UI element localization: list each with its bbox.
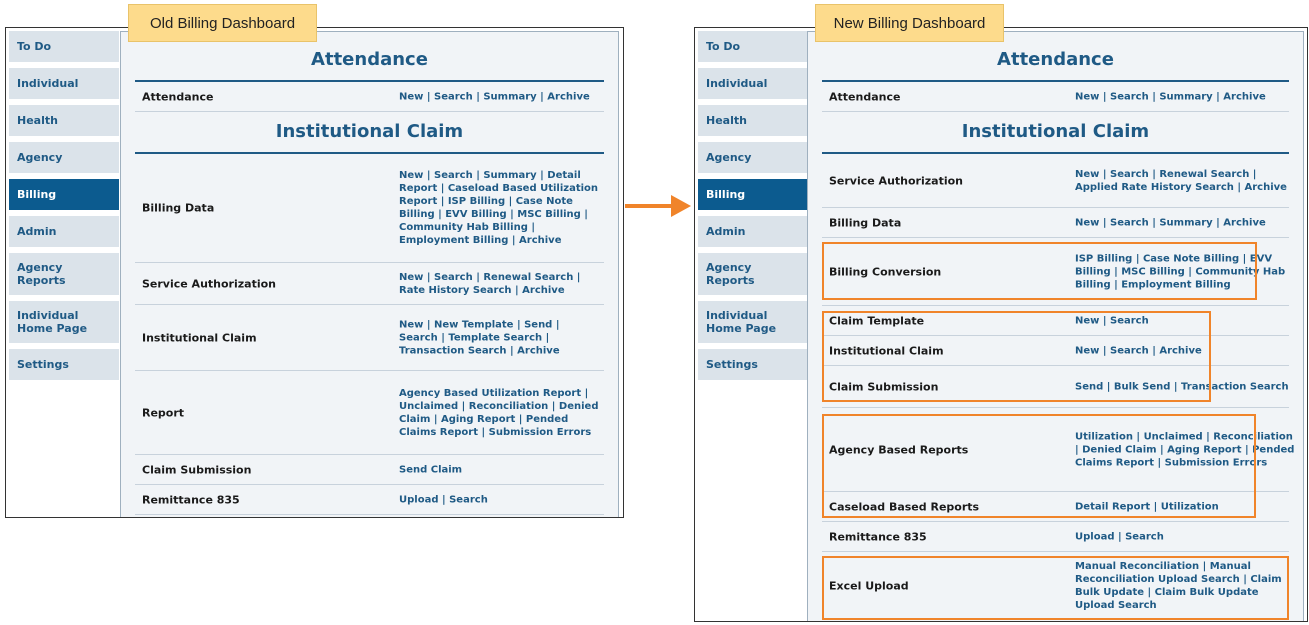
attendance-title: Attendance: [997, 49, 1114, 70]
highlight-reports-group: [822, 414, 1256, 518]
row-label: Claim Submission: [829, 380, 939, 393]
row-label: Institutional Claim: [142, 331, 257, 344]
row-billing-data: [135, 154, 604, 263]
sidebar-nav: [9, 31, 119, 386]
nav-item-settings[interactable]: Settings: [698, 349, 808, 380]
nav-item-billing[interactable]: Billing: [698, 179, 808, 210]
row-links[interactable]: Upload | Search: [399, 494, 488, 505]
row-links[interactable]: Utilization | Unclaimed | Reconciliation | Denied Claim | Aging Report | Pended Claims Report | Submission Errors: [1075, 431, 1295, 468]
row-links[interactable]: New | Search | Summary | Archive: [1075, 91, 1266, 102]
row-claim-submission: [135, 455, 604, 485]
new-billing-dashboard: [694, 27, 1308, 622]
row-links[interactable]: Agency Based Utilization Report | Unclaimed | Reconciliation | Denied Claim | Aging Report | Pended Claims Report | Submission Errors: [399, 387, 599, 438]
row-label: Caseload Based Reports: [829, 500, 980, 513]
nav-item-individual[interactable]: Individual: [698, 68, 808, 99]
row-billing-data: [822, 208, 1289, 238]
institutional-claim-title: Institutional Claim: [961, 121, 1150, 142]
row-label: Remittance 835: [829, 530, 927, 543]
sidebar-nav: [698, 31, 808, 386]
old-dashboard-caption: Old Billing Dashboard: [128, 4, 317, 42]
nav-item-health[interactable]: Health: [9, 105, 119, 136]
row-links[interactable]: New | Search | Summary | Detail Report | Caseload Based Utilization Report | ISP Billing | Case Note Billing | EVV Billing | MSC Billing | Community Hab Billing | Employment Billing | Archive: [399, 170, 599, 246]
nav-item-agency-reports[interactable]: Agency Reports: [9, 253, 119, 295]
row-remittance-835: [822, 522, 1289, 552]
row-label: Billing Conversion: [829, 265, 942, 278]
row-links[interactable]: New | Search: [1075, 315, 1149, 326]
row-label: Service Authorization: [142, 277, 276, 290]
row-report: [135, 371, 604, 455]
row-label: Attendance: [829, 90, 901, 103]
row-links[interactable]: New | Search | Renewal Search | Rate History Search | Archive: [399, 271, 581, 296]
nav-item-agency[interactable]: Agency: [9, 142, 119, 173]
old-billing-dashboard: [5, 27, 624, 518]
row-links[interactable]: Send | Bulk Send | Transaction Search: [1075, 381, 1289, 392]
nav-item-todo[interactable]: To Do: [9, 31, 119, 62]
new-dashboard-caption: New Billing Dashboard: [815, 4, 1004, 42]
row-attendance: [135, 82, 604, 112]
row-links[interactable]: Manual Reconciliation | Manual Reconciliation Upload Search | Claim Bulk Update | Claim Bulk Update Upload Search: [1075, 561, 1282, 611]
row-links[interactable]: New | Search | Renewal Search | Applied Rate History Search | Archive: [1075, 168, 1287, 193]
row-label: Billing Data: [142, 201, 215, 215]
row-label: Excel Upload: [829, 579, 909, 593]
nav-item-health[interactable]: Health: [698, 105, 808, 136]
nav-item-billing[interactable]: Billing: [9, 179, 119, 210]
nav-item-todo[interactable]: To Do: [698, 31, 808, 62]
row-links[interactable]: New | Search | Summary | Archive: [1075, 217, 1266, 228]
row-label: Report: [142, 406, 185, 419]
row-label: Remittance 835: [142, 493, 240, 506]
row-links[interactable]: New | Search | Archive: [1075, 345, 1202, 356]
row-links[interactable]: New | New Template | Send | Search | Template Search | Transaction Search | Archive: [399, 319, 560, 356]
highlight-billing-conversion: [822, 242, 1257, 300]
row-label: Claim Template: [829, 314, 925, 327]
nav-item-agency-reports[interactable]: Agency Reports: [698, 253, 808, 295]
nav-item-admin[interactable]: Admin: [698, 216, 808, 247]
row-service-authorization: [822, 154, 1289, 208]
nav-item-individual-home-page[interactable]: Individual Home Page: [9, 301, 119, 343]
row-attendance: [822, 82, 1289, 112]
row-label: Attendance: [142, 90, 214, 103]
arrow-right-icon: [625, 193, 691, 219]
dashboard-content: [120, 31, 619, 518]
row-label: Agency Based Reports: [829, 443, 969, 456]
row-links[interactable]: Send Claim: [399, 464, 463, 475]
nav-item-agency[interactable]: Agency: [698, 142, 808, 173]
attendance-title: Attendance: [311, 49, 428, 70]
row-links[interactable]: Detail Report | Utilization: [1075, 501, 1219, 512]
row-links[interactable]: ISP Billing | Case Note Billing | EVV Billing | MSC Billing | Community Hab Billing | Employment Billing: [1075, 253, 1286, 290]
row-remittance-835: [135, 485, 604, 515]
nav-item-admin[interactable]: Admin: [9, 216, 119, 247]
highlight-excel-upload: [822, 556, 1289, 620]
row-links[interactable]: Upload | Search: [1075, 531, 1164, 542]
nav-item-individual-home-page[interactable]: Individual Home Page: [698, 301, 808, 343]
nav-item-individual[interactable]: Individual: [9, 68, 119, 99]
row-label: Billing Data: [829, 216, 902, 229]
row-label: Claim Submission: [142, 463, 252, 476]
dashboard-content: [807, 31, 1304, 622]
row-institutional-claim: [135, 305, 604, 371]
row-links[interactable]: New | Search | Summary | Archive: [399, 91, 590, 102]
institutional-claim-title: Institutional Claim: [275, 121, 464, 142]
row-label: Service Authorization: [829, 174, 963, 187]
highlight-claims-group: [822, 311, 1211, 402]
row-label: Institutional Claim: [829, 344, 944, 357]
row-service-authorization: [135, 263, 604, 305]
nav-item-settings[interactable]: Settings: [9, 349, 119, 380]
